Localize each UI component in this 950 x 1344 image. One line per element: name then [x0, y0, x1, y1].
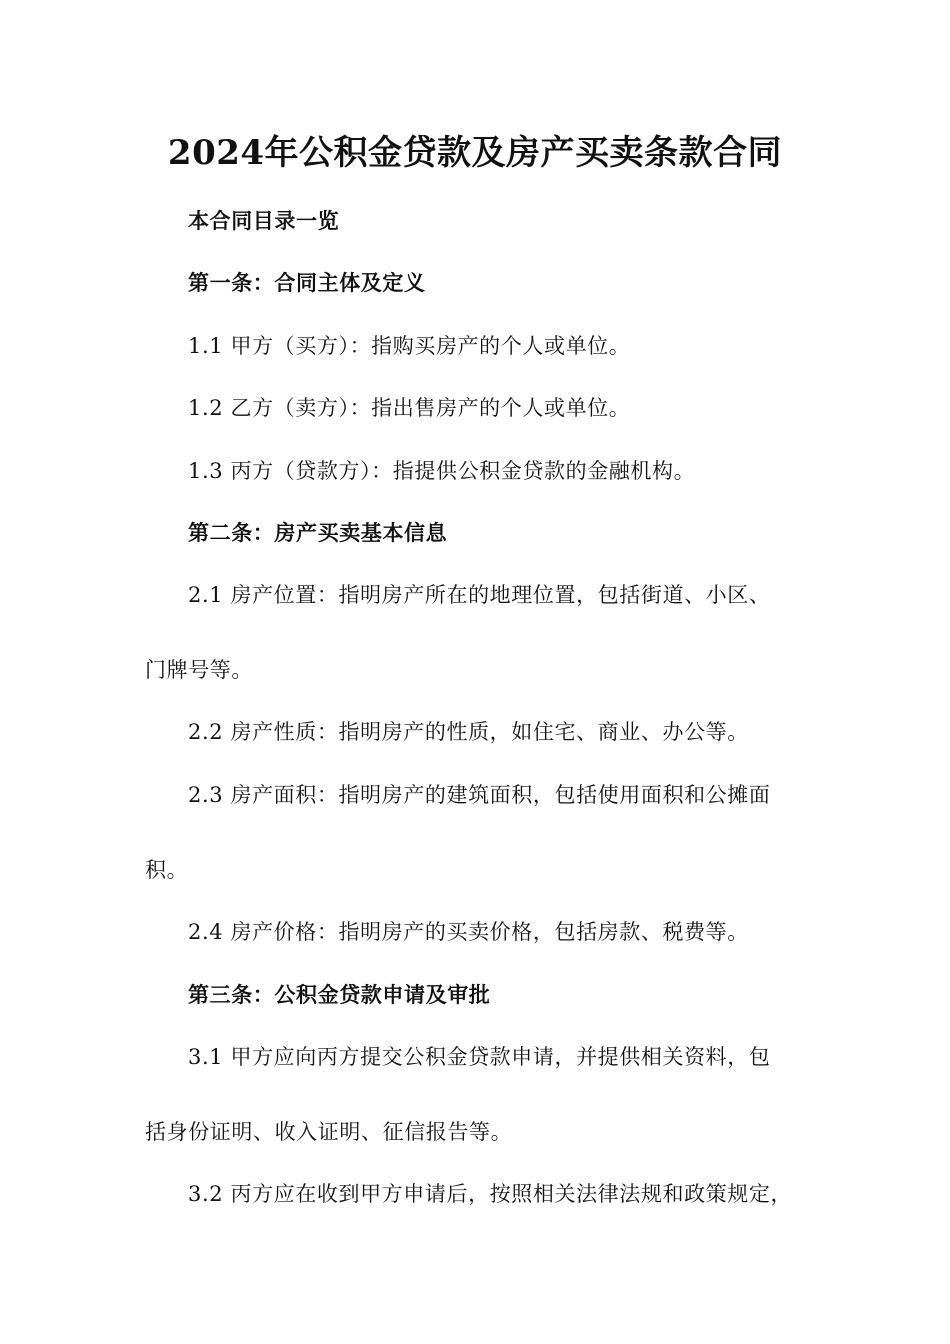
clause-3-1: 3.1 甲方应向丙方提交公积金贷款申请，并提供相关资料，包 — [188, 1045, 771, 1069]
section-2-heading: 第二条：房产买卖基本信息 — [188, 520, 448, 545]
clause-2-1: 2.1 房产位置：指明房产所在的地理位置，包括街道、小区、 — [188, 583, 771, 607]
clause-1-3: 1.3 丙方（贷款方）：指提供公积金贷款的金融机构。 — [188, 459, 696, 483]
clause-1-1: 1.1 甲方（买方）：指购买房产的个人或单位。 — [188, 334, 631, 358]
clause-2-1-continued: 门牌号等。 — [145, 658, 253, 682]
document-title: 2024年公积金贷款及房产买卖条款合同 — [167, 133, 783, 173]
clause-3-2: 3.2 丙方应在收到甲方申请后，按照相关法律法规和政策规定， — [188, 1182, 793, 1206]
toc-heading: 本合同目录一览 — [188, 208, 340, 233]
clause-2-3: 2.3 房产面积：指明房产的建筑面积，包括使用面积和公摊面 — [188, 783, 771, 807]
section-3-heading: 第三条：公积金贷款申请及审批 — [188, 982, 491, 1007]
clause-2-2: 2.2 房产性质：指明房产的性质，如住宅、商业、办公等。 — [188, 720, 749, 744]
clause-2-3-continued: 积。 — [145, 858, 189, 882]
clause-3-1-continued: 括身份证明、收入证明、征信报告等。 — [145, 1120, 513, 1144]
section-1-heading: 第一条：合同主体及定义 — [188, 270, 426, 295]
clause-2-4: 2.4 房产价格：指明房产的买卖价格，包括房款、税费等。 — [188, 920, 749, 944]
clause-1-2: 1.2 乙方（卖方）：指出售房产的个人或单位。 — [188, 396, 631, 420]
